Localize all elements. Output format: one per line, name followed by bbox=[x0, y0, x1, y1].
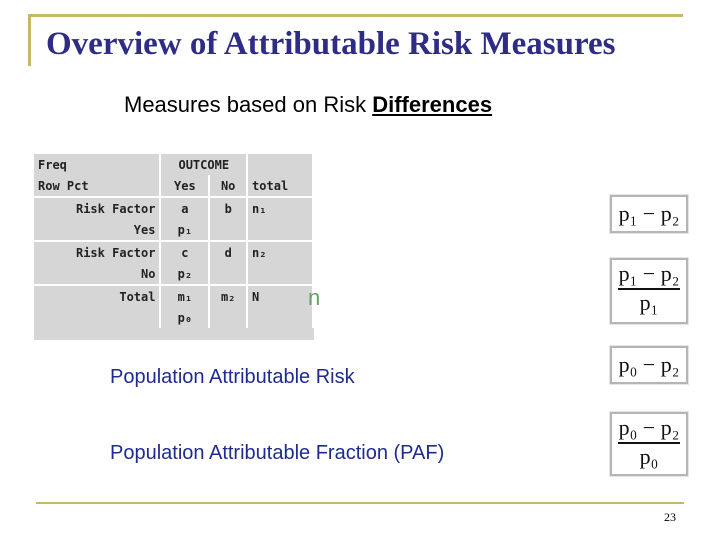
total-label: Total bbox=[34, 285, 160, 307]
title-accent-vertical bbox=[28, 14, 31, 66]
cell-p1: p₁ bbox=[160, 219, 209, 241]
col-yes: Yes bbox=[160, 175, 209, 197]
cell-c: c bbox=[160, 241, 209, 263]
cell-empty-2 bbox=[247, 219, 313, 241]
formula-attributable-fraction-exposed bbox=[610, 258, 688, 324]
formula-4-numerator: p₀ − p₂ bbox=[618, 415, 680, 440]
subtitle-emphasis: Differences bbox=[372, 92, 493, 117]
slide-subtitle bbox=[124, 92, 492, 118]
formula-2-denominator: p₁ bbox=[639, 289, 659, 315]
label-population-attributable-risk: Population Attributable Risk bbox=[110, 366, 355, 388]
formula-4-denominator: p₀ bbox=[639, 443, 659, 469]
label-population-attributable-fraction: Population Attributable Fraction (PAF) bbox=[110, 442, 445, 464]
title-accent-horizontal bbox=[28, 14, 683, 17]
cell-empty-5 bbox=[34, 307, 160, 328]
page-number: 23 bbox=[664, 510, 676, 524]
cell-p2: p₂ bbox=[160, 263, 209, 285]
subtitle-prefix: Measures based on Risk bbox=[124, 92, 373, 117]
contingency-table bbox=[34, 154, 314, 340]
cell-a: a bbox=[160, 197, 209, 219]
slide-title: Overview of Attributable Risk Measures bbox=[46, 26, 616, 62]
cell-d: d bbox=[209, 241, 247, 263]
cell-m2: m₂ bbox=[209, 285, 247, 307]
cell-N: N bbox=[247, 285, 313, 307]
cell-empty-6 bbox=[209, 307, 247, 328]
cell-b: b bbox=[209, 197, 247, 219]
formula-3-numerator: p₀ − p₂ bbox=[618, 352, 680, 377]
rf-yes-label1: Risk Factor bbox=[34, 197, 160, 219]
cell-empty-4 bbox=[247, 263, 313, 285]
header-freq: Freq bbox=[34, 154, 160, 175]
cell-empty-7 bbox=[247, 307, 313, 328]
header-blank bbox=[247, 154, 313, 175]
formula-population-attributable-risk bbox=[610, 346, 688, 384]
header-outcome: OUTCOME bbox=[160, 154, 247, 175]
formula-risk-difference bbox=[610, 195, 688, 233]
cell-empty-1 bbox=[209, 219, 247, 241]
cell-p0: p₀ bbox=[160, 307, 209, 328]
col-total: total bbox=[247, 175, 313, 197]
header-rowpct: Row Pct bbox=[34, 175, 160, 197]
rf-no-label1: Risk Factor bbox=[34, 241, 160, 263]
formula-1-numerator: p₁ − p₂ bbox=[618, 201, 680, 226]
cell-m1: m₁ bbox=[160, 285, 209, 307]
rf-yes-label2: Yes bbox=[34, 219, 160, 241]
partially-hidden-text: n bbox=[308, 285, 321, 310]
rf-no-label2: No bbox=[34, 263, 160, 285]
formula-2-numerator: p₁ − p₂ bbox=[618, 261, 680, 286]
footer-divider bbox=[36, 502, 684, 504]
cell-empty-3 bbox=[209, 263, 247, 285]
cell-n1: n₁ bbox=[247, 197, 313, 219]
cell-n2: n₂ bbox=[247, 241, 313, 263]
col-no: No bbox=[209, 175, 247, 197]
formula-population-attributable-fraction bbox=[610, 412, 688, 476]
